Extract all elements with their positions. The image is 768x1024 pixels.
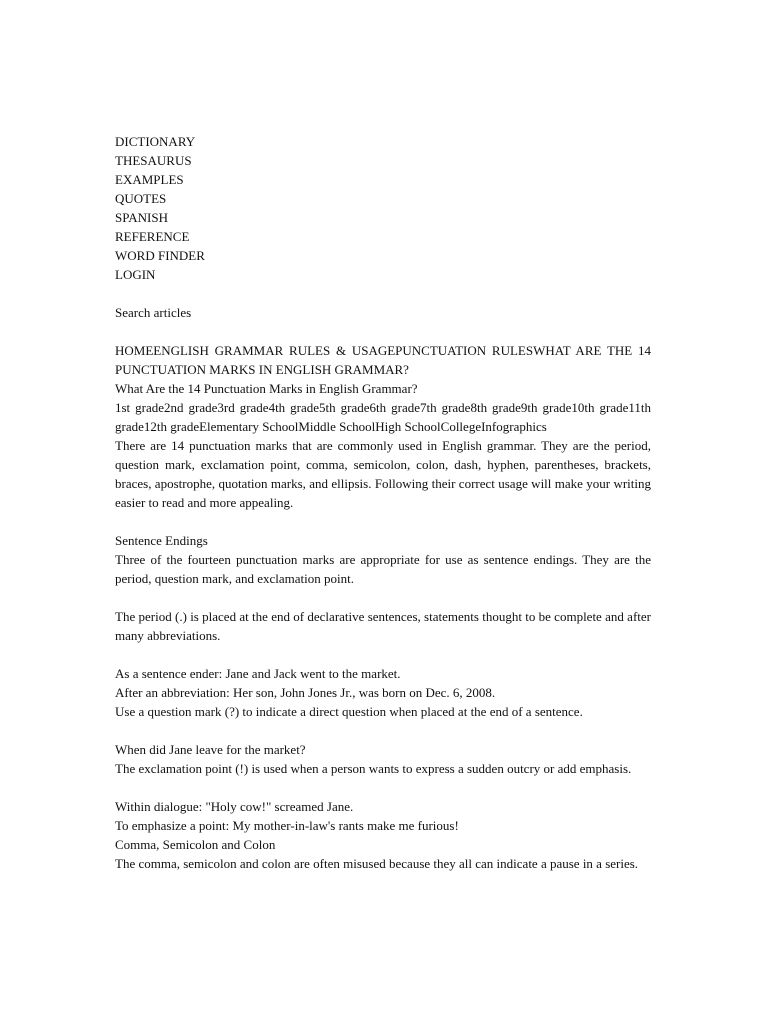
nav-item-login[interactable]: LOGIN (115, 267, 156, 282)
sentence-endings-paragraph: Three of the fourteen punctuation marks are appropriate for use as sentence endings. They are the period, question mark, and exclamation point. (115, 552, 651, 586)
nav-item-examples[interactable]: EXAMPLES (115, 172, 184, 187)
section-heading-sentence-endings: Sentence Endings (115, 533, 208, 548)
breadcrumb[interactable]: HOMEENGLISH GRAMMAR RULES & USAGEPUNCTUATION RULESWHAT ARE THE 14 PUNCTUATION MARKS IN ENGLISH GRAMMAR? (115, 343, 651, 377)
example-question: When did Jane leave for the market? (115, 742, 306, 757)
nav-item-reference[interactable]: REFERENCE (115, 229, 190, 244)
search-articles-label[interactable]: Search articles (115, 305, 192, 320)
example-emphasis: To emphasize a point: My mother-in-law's rants make me furious! (115, 818, 459, 833)
example-dialogue: Within dialogue: "Holy cow!" screamed Jane. (115, 799, 354, 814)
spacer (115, 721, 651, 740)
document-page (115, 132, 651, 873)
spacer (115, 322, 651, 341)
exclamation-paragraph: The exclamation point (!) is used when a person wants to express a sudden outcry or add emphasis. (115, 761, 632, 776)
nav-item-word-finder[interactable]: WORD FINDER (115, 248, 205, 263)
nav-item-dictionary[interactable]: DICTIONARY (115, 134, 196, 149)
spacer (115, 512, 651, 531)
nav-item-quotes[interactable]: QUOTES (115, 191, 167, 206)
article-title: What Are the 14 Punctuation Marks in English Grammar? (115, 381, 418, 396)
question-mark-paragraph: Use a question mark (?) to indicate a direct question when placed at the end of a sentence. (115, 704, 583, 719)
intro-paragraph: There are 14 punctuation marks that are commonly used in English grammar. They are the period, question mark, exclamation point, comma, semicolon, colon, dash, hyphen, parentheses, brackets, braces, apostrophe, quotation marks, and ellipsis. Following their correct usage will make your writing easier to read and more appealing. (115, 438, 651, 510)
grade-tags[interactable]: 1st grade2nd grade3rd grade4th grade5th grade6th grade7th grade8th grade9th grade10th grade11th grade12th gradeElementary SchoolMiddle SchoolHigh SchoolCollegeInfographics (115, 400, 651, 434)
spacer (115, 778, 651, 797)
example-sentence-ender: As a sentence ender: Jane and Jack went to the market. (115, 666, 401, 681)
section-heading-comma-semicolon-colon: Comma, Semicolon and Colon (115, 837, 276, 852)
example-abbreviation: After an abbreviation: Her son, John Jones Jr., was born on Dec. 6, 2008. (115, 685, 496, 700)
period-paragraph: The period (.) is placed at the end of declarative sentences, statements thought to be complete and after many abbreviations. (115, 609, 651, 643)
spacer (115, 645, 651, 664)
nav-item-thesaurus[interactable]: THESAURUS (115, 153, 192, 168)
spacer (115, 588, 651, 607)
nav-menu (115, 132, 651, 284)
spacer (115, 284, 651, 303)
comma-semicolon-colon-paragraph: The comma, semicolon and colon are often misused because they all can indicate a pause in a series. (115, 856, 639, 871)
nav-item-spanish[interactable]: SPANISH (115, 210, 168, 225)
